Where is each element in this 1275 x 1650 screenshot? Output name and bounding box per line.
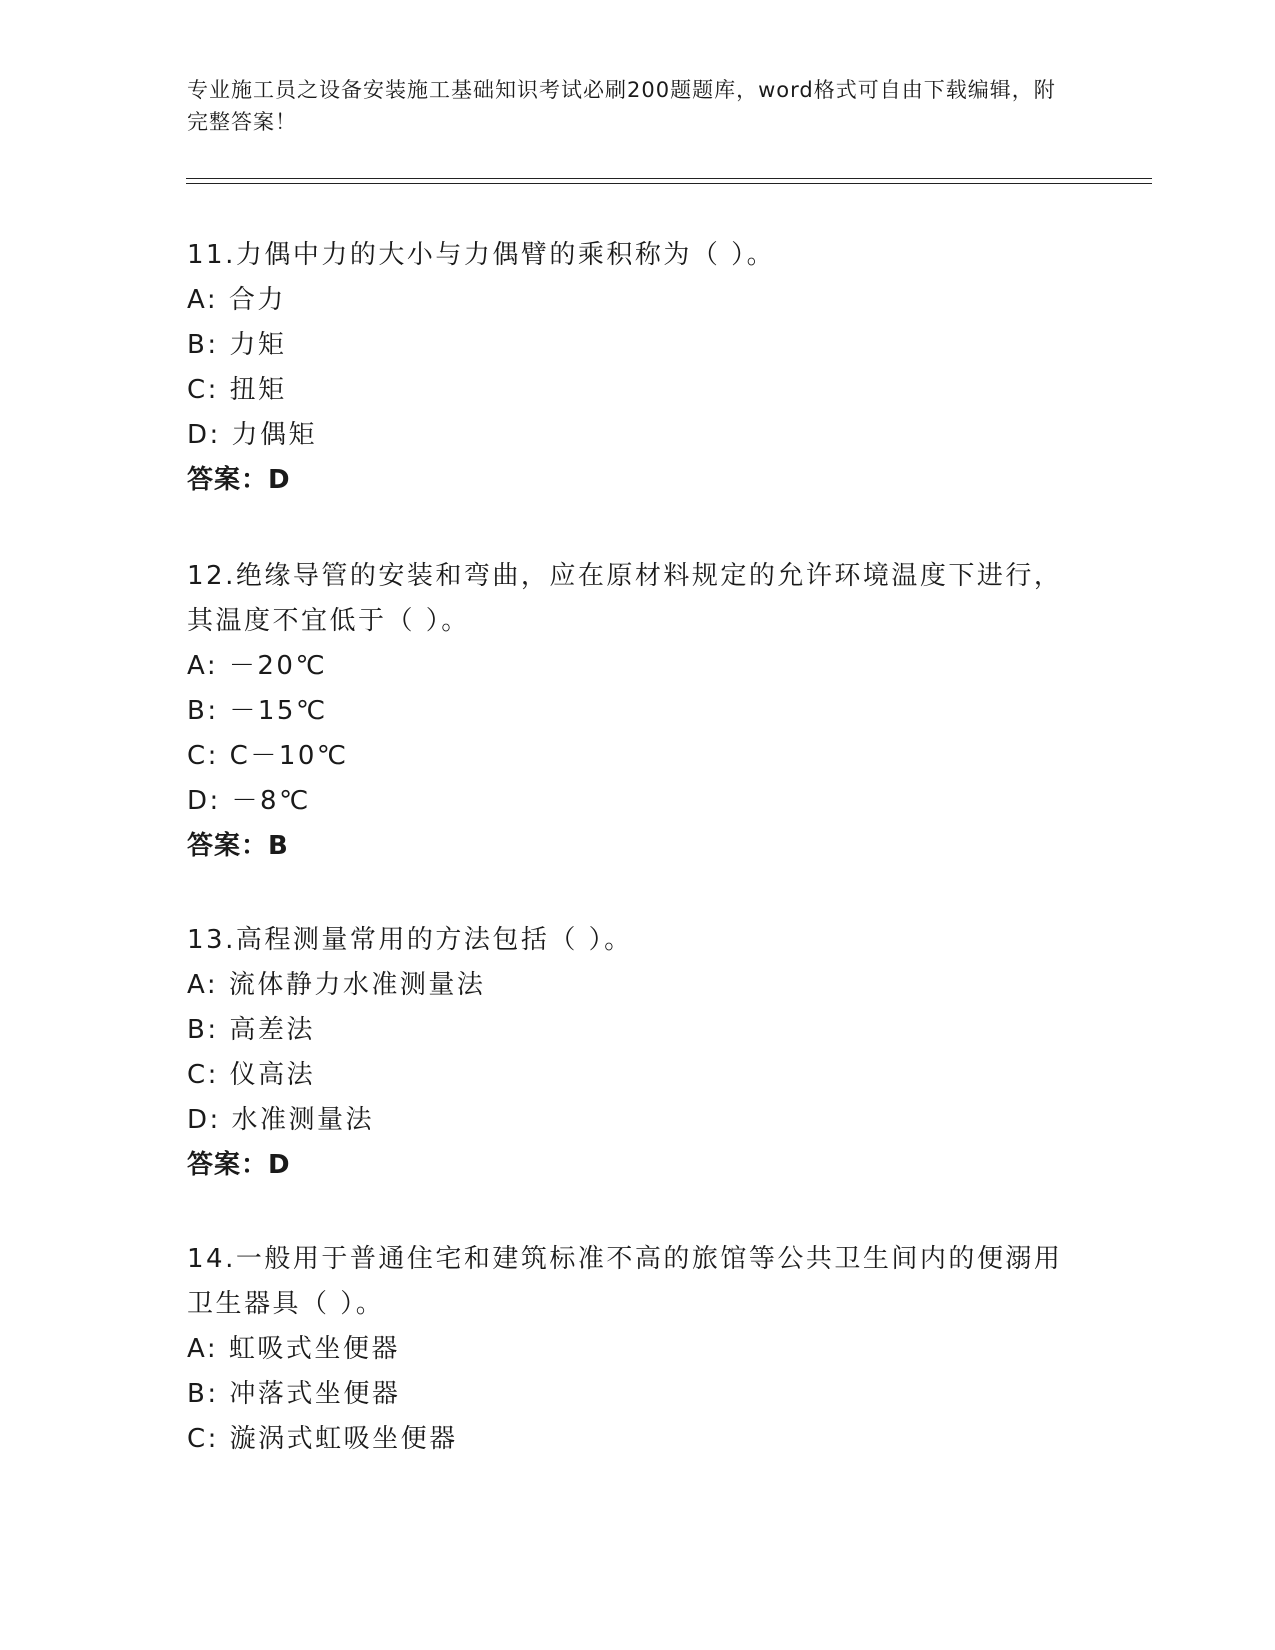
option-b: B: －15℃ xyxy=(187,696,328,726)
question-13 xyxy=(187,918,1087,1188)
answer: 答案：D xyxy=(187,465,291,495)
option-d: D: 水准测量法 xyxy=(187,1105,375,1135)
question-stem: 11.力偶中力的大小与力偶臂的乘积称为（ ）。 xyxy=(187,240,776,270)
option-b: B: 冲落式坐便器 xyxy=(187,1379,401,1409)
option-a: A: 虹吸式坐便器 xyxy=(187,1334,400,1364)
option-a: A: 合力 xyxy=(187,285,286,315)
option-c: C: C－10℃ xyxy=(187,741,349,771)
question-12 xyxy=(187,554,1087,869)
option-d: D: 力偶矩 xyxy=(187,420,318,450)
option-c: C: 漩涡式虹吸坐便器 xyxy=(187,1424,458,1454)
option-d: D: －8℃ xyxy=(187,786,311,816)
question-11 xyxy=(187,233,1087,503)
question-14 xyxy=(187,1237,1087,1462)
option-c: C: 扭矩 xyxy=(187,375,287,405)
option-a: A: －20℃ xyxy=(187,651,328,681)
header-divider-top xyxy=(186,178,1152,179)
question-stem: 12.绝缘导管的安装和弯曲，应在原材料规定的允许环境温度下进行，其温度不宜低于（ ）。 xyxy=(187,561,1063,636)
option-a: A: 流体静力水准测量法 xyxy=(187,970,486,1000)
answer: 答案：D xyxy=(187,1150,291,1180)
option-c: C: 仪高法 xyxy=(187,1060,316,1090)
header-divider-bottom xyxy=(186,183,1152,184)
answer: 答案：B xyxy=(187,831,289,861)
question-stem: 14.一般用于普通住宅和建筑标准不高的旅馆等公共卫生间内的便溺用卫生器具（ ）。 xyxy=(187,1244,1063,1319)
question-stem: 13.高程测量常用的方法包括（ ）。 xyxy=(187,925,633,955)
option-b: B: 高差法 xyxy=(187,1015,315,1045)
option-b: B: 力矩 xyxy=(187,330,287,360)
document-header: 专业施工员之设备安装施工基础知识考试必刷200题题库，word格式可自由下载编辑，附完整答案！ xyxy=(187,78,1056,134)
